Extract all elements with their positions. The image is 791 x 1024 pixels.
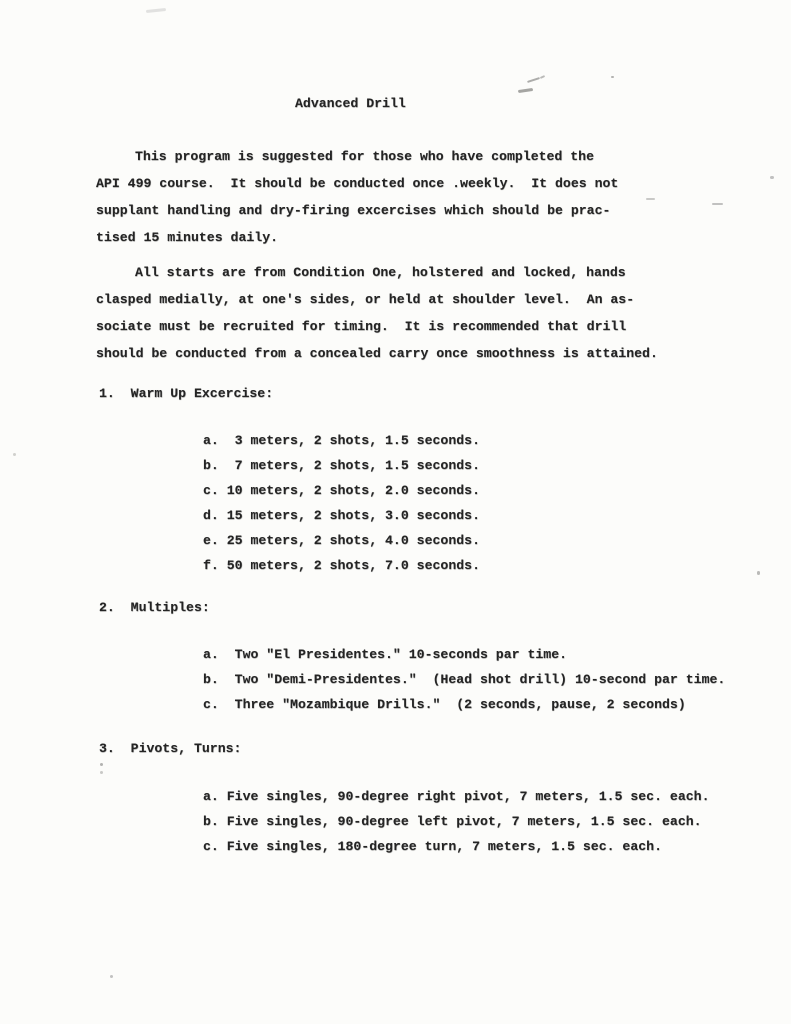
page-title: Advanced Drill — [295, 96, 406, 111]
list-item: a. 3 meters, 2 shots, 1.5 seconds. — [203, 433, 480, 448]
list-item: a. Five singles, 90-degree right pivot, 7 meters, 1.5 sec. each. — [203, 789, 710, 804]
section-2-heading: 2. Multiples: — [99, 600, 210, 615]
pencil-mark — [540, 75, 545, 79]
list-item: b. 7 meters, 2 shots, 1.5 seconds. — [203, 458, 480, 473]
speck — [100, 771, 103, 774]
section-1-list — [203, 428, 480, 578]
list-item: a. Two "El Presidentes." 10-seconds par time. — [203, 647, 568, 662]
list-item: c. Five singles, 180-degree turn, 7 meters, 1.5 sec. each. — [203, 839, 662, 854]
list-item: d. 15 meters, 2 shots, 3.0 seconds. — [203, 508, 480, 523]
paragraph-line: supplant handling and dry-firing excercises which should be prac- — [96, 203, 611, 218]
section-3-heading: 3. Pivots, Turns: — [99, 741, 242, 756]
section-2-list — [203, 642, 725, 717]
paragraph-line: This program is suggested for those who have completed the — [135, 149, 594, 164]
list-item: f. 50 meters, 2 shots, 7.0 seconds. — [203, 558, 480, 573]
paragraph-line: tised 15 minutes daily. — [96, 230, 279, 245]
speck — [646, 198, 655, 200]
list-item: b. Two "Demi-Presidentes." (Head shot drill) 10-second par time. — [203, 672, 726, 687]
speck — [13, 453, 16, 456]
speck — [757, 571, 760, 575]
section-3-list — [203, 784, 709, 859]
paragraph-line: All starts are from Condition One, holstered and locked, hands — [135, 265, 626, 280]
pencil-mark — [518, 88, 533, 93]
scan-smudge — [146, 8, 166, 13]
paragraph-line: sociate must be recruited for timing. It is recommended that drill — [96, 319, 627, 334]
paragraph-line: API 499 course. It should be conducted once .weekly. It does not — [96, 176, 619, 191]
speck — [712, 203, 723, 205]
paragraph-line: should be conducted from a concealed carry once smoothness is attained. — [96, 346, 658, 361]
list-item: b. Five singles, 90-degree left pivot, 7 meters, 1.5 sec. each. — [203, 814, 702, 829]
conditions-paragraph — [96, 259, 658, 367]
speck — [770, 176, 774, 179]
section-1-heading: 1. Warm Up Excercise: — [99, 386, 274, 401]
pencil-mark — [527, 77, 540, 83]
list-item: e. 25 meters, 2 shots, 4.0 seconds. — [203, 533, 480, 548]
list-item: c. Three "Mozambique Drills." (2 seconds, pause, 2 seconds) — [203, 697, 686, 712]
intro-paragraph — [96, 143, 618, 251]
paragraph-line: clasped medially, at one's sides, or held at shoulder level. An as- — [96, 292, 635, 307]
speck — [611, 76, 614, 78]
speck — [110, 975, 113, 978]
speck — [100, 763, 103, 766]
list-item: c. 10 meters, 2 shots, 2.0 seconds. — [203, 483, 480, 498]
